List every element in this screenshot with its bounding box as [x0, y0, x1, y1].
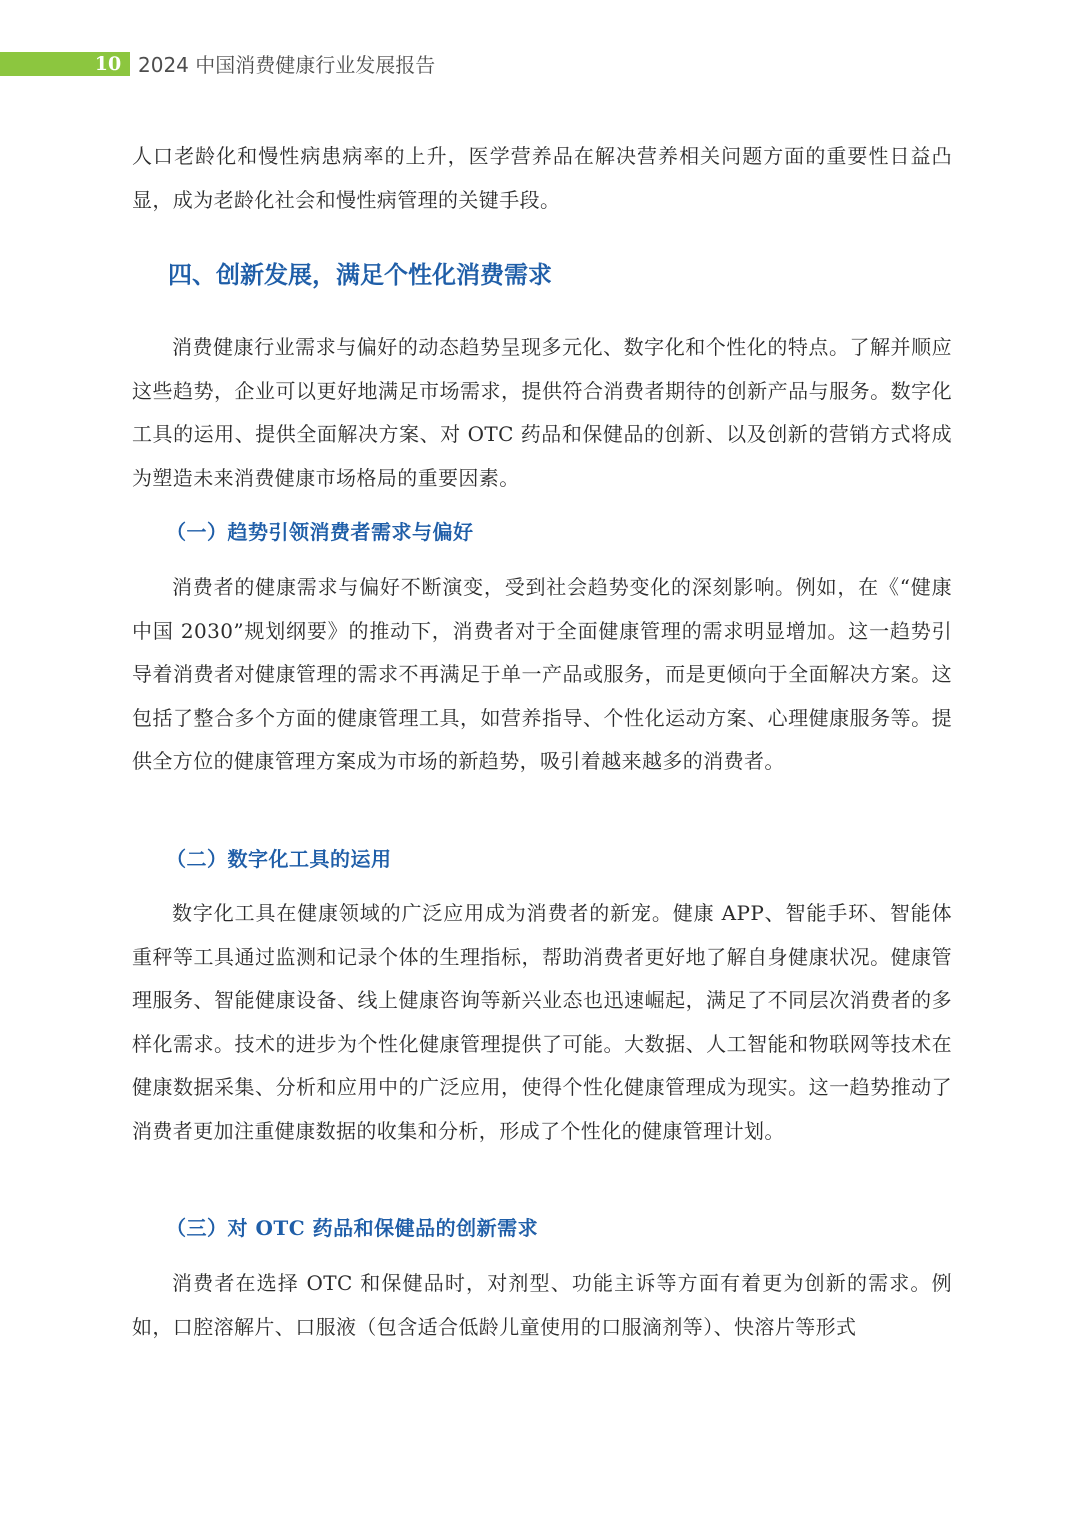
subsection-3-heading: （三）对 OTC 药品和保健品的创新需求 — [166, 1216, 539, 1240]
page-number: 10 — [94, 53, 122, 75]
report-title: 2024 中国消费健康行业发展报告 — [138, 53, 436, 77]
subsection-2-heading: （二）数字化工具的运用 — [166, 847, 392, 871]
intro-paragraph: 人口老龄化和慢性病患病率的上升，医学营养品在解决营养相关问题方面的重要性日益凸显，成为老龄化社会和慢性病管理的关键手段。 — [132, 144, 952, 212]
subsection-1-paragraph: 消费者的健康需求与偏好不断演变，受到社会趋势变化的深刻影响。例如，在《“健康中国 2030”规划纲要》的推动下，消费者对于全面健康管理的需求明显增加。这一趋势引导着消费者对健康管理的需求不再满足于单一产品或服务，而是更倾向于全面解决方案。这包括了整合多个方面的健康管理工具，如营养指导、个性化运动方案、心理健康服务等。提供全方位的健康管理方案成为市场的新趋势，吸引着越来越多的消费者。 — [132, 575, 952, 774]
section-4-paragraph: 消费健康行业需求与偏好的动态趋势呈现多元化、数字化和个性化的特点。了解并顺应这些趋势，企业可以更好地满足市场需求，提供符合消费者期待的创新产品与服务。数字化工具的运用、提供全面解决方案、对 OTC 药品和保健品的创新、以及创新的营销方式将成为塑造未来消费健康市场格局的重要因素。 — [132, 335, 952, 490]
section-4-heading: 四、创新发展，满足个性化消费需求 — [168, 261, 552, 289]
subsection-2-paragraph: 数字化工具在健康领域的广泛应用成为消费者的新宠。健康 APP、智能手环、智能体重秤等工具通过监测和记录个体的生理指标，帮助消费者更好地了解自身健康状况。健康管理服务、智能健康设备、线上健康咨询等新兴业态也迅速崛起，满足了不同层次消费者的多样化需求。技术的进步为个性化健康管理提供了可能。大数据、人工智能和物联网等技术在健康数据采集、分析和应用中的广泛应用，使得个性化健康管理成为现实。这一趋势推动了消费者更加注重健康数据的收集和分析，形成了个性化的健康管理计划。 — [132, 901, 952, 1143]
subsection-3-paragraph: 消费者在选择 OTC 和保健品时，对剂型、功能主诉等方面有着更为创新的需求。例如，口腔溶解片、口服液（包含适合低龄儿童使用的口服滴剂等）、快溶片等形式 — [132, 1271, 952, 1339]
subsection-1-heading: （一）趋势引领消费者需求与偏好 — [166, 520, 474, 544]
